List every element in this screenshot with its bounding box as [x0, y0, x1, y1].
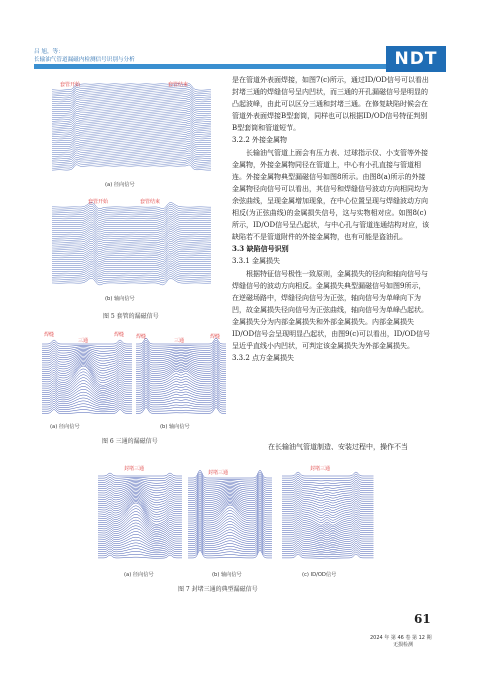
- header-band: [34, 64, 386, 69]
- figure-6b: [134, 328, 228, 420]
- paragraph-1: 是在管道外表面焊接，如图7(c)所示，通过ID/OD信号可以看出封堵三通的焊缝信号呈内凹状，而三通的开孔漏磁信号是明显的凸起波峰，由此可以区分三通和封堵三通。在修复缺陷时候会在管道外表面焊接B型套筒，同样也可以根据ID/OD信号特征判别B型套筒和管道短节。: [232, 76, 429, 133]
- signal-trace: [42, 346, 132, 351]
- paragraph-3: 根据特征信号极性一致原则，金属损失的径向和轴向信号与焊缝信号的波动方向相反。金属损失典型漏磁信号如图9所示，在逆磁场路中，焊缝径向信号为正弦，轴向信号为单峰向下为凹，故金属损失径向信号为正弦曲线，轴向信号为单峰凸起状。金属损失分为内部金属损失和外部金属损失。内部金属损失ID/OD信号会呈现明显凸起状，由图9(c)可以看出，ID/OD信号呈近乎直线小内凹状，可判定该金属损失为外部金属损失。: [232, 269, 431, 351]
- signal-trace: [98, 484, 182, 490]
- signal-trace: [52, 96, 211, 102]
- signal-trace: [136, 384, 226, 390]
- figure-6a-plot: [40, 328, 134, 420]
- fig6a-tag-tee: 三通: [78, 338, 89, 344]
- fig5b-tag-start: 套管开始: [88, 199, 109, 205]
- signal-trace: [42, 401, 132, 407]
- signal-trace: [42, 405, 132, 410]
- heading-3-3-2: 3.3.2 点方金属损失: [232, 354, 295, 363]
- figure-5a: [48, 78, 216, 178]
- signal-trace: [188, 550, 272, 558]
- signal-trace: [136, 391, 226, 397]
- signal-trace: [98, 483, 182, 488]
- signal-trace: [98, 537, 182, 546]
- paragraph-4-wrap: [268, 441, 438, 453]
- fig7c-tag: 封堵三通: [310, 466, 331, 472]
- right-column-text: [232, 74, 430, 364]
- signal-trace: [98, 487, 182, 496]
- signal-trace: [98, 475, 182, 478]
- signal-trace: [188, 513, 272, 525]
- signal-trace: [52, 101, 211, 107]
- signal-trace: [188, 546, 272, 554]
- heading-3-2-2: 3.2.2 外接金属物: [232, 136, 288, 145]
- signal-trace: [98, 534, 182, 544]
- signal-trace: [188, 501, 272, 513]
- fig5b-caption: (b) 轴向信号: [105, 296, 135, 302]
- figure-5b: [48, 195, 216, 290]
- signal-trace: [98, 492, 182, 505]
- signal-trace: [136, 353, 226, 359]
- figure-6a: [40, 328, 134, 420]
- figure-5a-plot: [48, 78, 216, 178]
- fig6a-tag-weld2: 焊缝: [114, 332, 125, 338]
- signal-trace: [98, 551, 182, 555]
- fig5-caption: 图 5 套管的漏磁信号: [103, 313, 159, 320]
- figure-7b: [186, 460, 274, 568]
- fig7a-tag: 封堵三通: [124, 466, 145, 472]
- page-number: 61: [414, 612, 431, 626]
- signal-trace: [136, 395, 226, 401]
- signal-trace: [52, 87, 211, 94]
- signal-trace: [52, 89, 211, 96]
- signal-trace: [98, 546, 182, 551]
- figure-7a: [96, 460, 184, 568]
- signal-trace: [52, 117, 211, 123]
- fig7a-caption: (a) 径向信号: [124, 572, 154, 578]
- signal-trace: [52, 120, 211, 126]
- footer-issue: 2024 年 第 46 卷 第 12 期: [370, 635, 432, 641]
- signal-trace: [188, 511, 272, 524]
- signal-trace: [136, 389, 226, 395]
- signal-trace: [98, 553, 182, 557]
- figure-7c-plot: [280, 460, 376, 568]
- figure-7c: [280, 460, 376, 568]
- signal-trace: [52, 165, 211, 170]
- signal-trace: [136, 369, 226, 377]
- journal-logo: NDT: [386, 46, 446, 72]
- signal-trace: [52, 94, 211, 100]
- fig5b-tag-end: 套管结束: [140, 199, 161, 205]
- signal-trace: [52, 92, 211, 98]
- fig7b-caption: (b) 轴向信号: [212, 572, 242, 578]
- signal-trace: [136, 403, 226, 409]
- signal-trace: [42, 407, 132, 412]
- figure-7b-plot: [186, 460, 274, 568]
- signal-trace: [98, 555, 182, 558]
- fig5a-tag-end: 套管结束: [168, 82, 189, 88]
- signal-trace: [136, 357, 226, 363]
- footer-journal: 无损检测: [393, 642, 414, 648]
- signal-trace: [52, 103, 211, 109]
- fig6a-caption: (a) 径向信号: [50, 424, 80, 430]
- signal-trace: [52, 108, 211, 114]
- signal-trace: [136, 399, 226, 405]
- signal-trace: [52, 97, 211, 103]
- signal-trace: [188, 502, 272, 515]
- signal-trace: [52, 202, 211, 208]
- signal-trace: [282, 472, 374, 476]
- fig6-caption: 图 6 三通的漏磁信号: [102, 438, 158, 445]
- signal-trace: [52, 115, 211, 121]
- signal-trace: [52, 99, 211, 105]
- fig6b-tag-weld2: 焊缝: [210, 334, 221, 340]
- signal-trace: [136, 401, 226, 407]
- heading-3-3-1: 3.3.1 金属损失: [232, 257, 281, 266]
- signal-trace: [136, 349, 226, 355]
- signal-trace: [52, 204, 211, 211]
- fig7-caption: 图 7 封堵三通的典型漏磁信号: [178, 586, 258, 593]
- fig5a-caption: (a) 径向信号: [105, 182, 135, 188]
- paragraph-4: 在长输油气管道制造、安装过程中，操作不当: [268, 443, 408, 451]
- running-header-authors: 吕 旭，等：: [34, 49, 64, 55]
- signal-trace: [98, 549, 182, 553]
- paragraph-2: 长输油气管道上面会有压力表、过球指示仪、小支管等外接金属物，外接金属物同径在管道上，中心有小孔直接与管道相连。外接金属物典型漏磁信号如图8所示。由图8(a)所示的外接金属物径向信号可以看出，其信号和焊缝信号波动方向相同均为余弦曲线，呈现金属增加现象，在中心位置呈现与焊缝波动方向相反(为正弦曲线)的金属损失信号，这与实物相对应。如图8(c)所示，ID/OD信号呈凸起状，与中心孔与管道连通结构对应，该缺陷若不是管道附件的外接金属物，也有可能是盗油孔。: [232, 148, 430, 242]
- running-header-title: 长输油气管道漏磁内检测信号识别与分析: [34, 57, 135, 63]
- signal-trace: [136, 386, 226, 392]
- figure-5b-plot: [48, 195, 216, 290]
- heading-3-3: 3.3 缺陷信号识别: [232, 244, 289, 254]
- signal-trace: [136, 405, 226, 411]
- signal-trace: [98, 479, 182, 483]
- fig7b-tag: 封堵三通: [208, 470, 229, 476]
- fig5a-tag-start: 套管开始: [60, 82, 81, 88]
- fig6a-tag-weld1: 焊缝: [44, 332, 55, 338]
- signal-trace: [52, 106, 211, 112]
- signal-trace: [98, 529, 182, 541]
- signal-trace: [188, 505, 272, 519]
- fig6b-tag-tee: 三通: [174, 338, 185, 344]
- signal-trace: [42, 403, 132, 408]
- signal-trace: [52, 109, 211, 115]
- figure-7a-plot: [96, 460, 184, 568]
- fig7c-caption: (c) ID/OD信号: [302, 572, 337, 578]
- fig6b-tag-weld1: 焊缝: [136, 334, 147, 340]
- fig6b-caption: (b) 轴向信号: [160, 424, 190, 430]
- figure-6b-plot: [134, 328, 228, 420]
